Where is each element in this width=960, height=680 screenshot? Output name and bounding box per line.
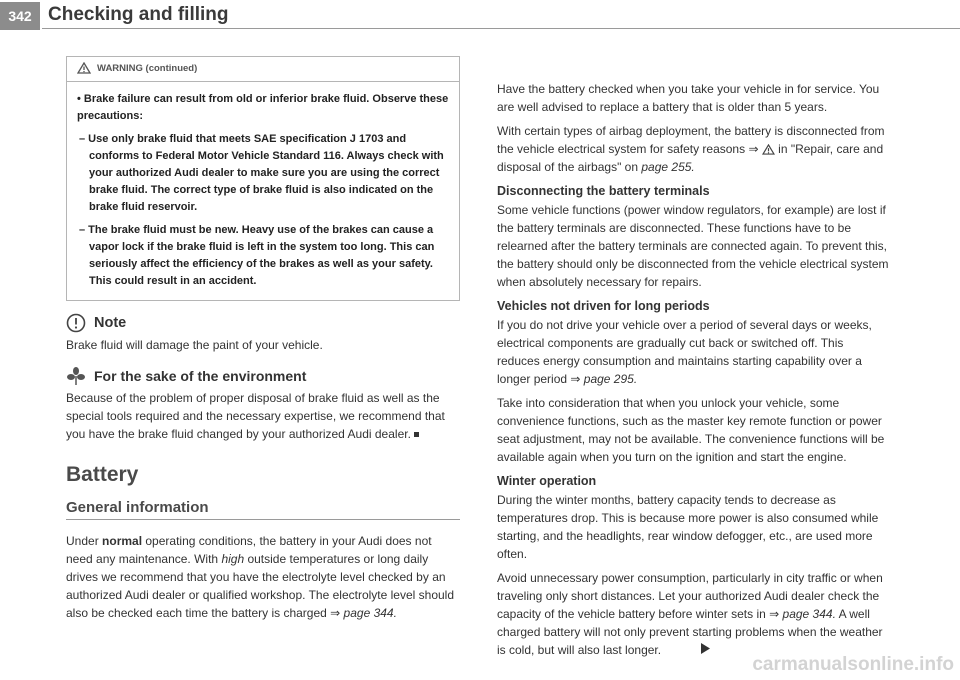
- page-reference-link[interactable]: ⇒ page 295.: [570, 372, 638, 386]
- heading-winter: Winter operation: [497, 474, 597, 488]
- convenience-text: Take into consideration that when you unlock your vehicle, some convenience functions, such as the master key remote function or power seat adjustment, may not be available. The convenience functions will be available again when you turn on the ignition and start the engine.: [497, 396, 885, 464]
- airbag-disconnect-text: With certain types of airbag deployment, the battery is disconnected from the vehicle electrical system for safety reasons ⇒ in "Repair, care and disposal of the airbags" on page 255.: [497, 124, 885, 174]
- heading-disconnecting: Disconnecting the battery terminals: [497, 184, 710, 198]
- page-reference-link[interactable]: ⇒ page 344.: [330, 606, 397, 620]
- battery-check-text: Have the battery checked when you take your vehicle in for service. You are well advised to replace a battery that is older than 5 years.: [497, 82, 880, 114]
- disconnecting-text: Some vehicle functions (power window regulators, for example) are lost if the battery terminals are disconnected. These functions have to be relearned after the battery terminals are connected again. To prevent this, the battery should only be disconnected from the vehicle electrical system when absolutely necessary for repairs.: [497, 203, 889, 289]
- page-header-title: Checking and filling: [48, 4, 229, 25]
- section-title: Battery: [66, 463, 139, 486]
- warning-triangle-icon: [77, 62, 91, 74]
- environment-title: For the sake of the environment: [94, 368, 307, 384]
- end-of-section-icon: [414, 432, 419, 437]
- page-reference-link[interactable]: page 255.: [641, 160, 695, 174]
- left-column: [66, 56, 460, 622]
- battery-general-text: Under normal operating conditions, the battery in your Audi does not need any maintenance. With high outside temperatures or long daily drives we recommend that you have the electrolyte level checked by an authorized Audi dealer or qualified workshop. The electrolyte level should also be checked each time the battery is charged ⇒ page 344.: [66, 534, 455, 620]
- warning-item: – Use only brake fluid that meets SAE specification J 1703 and conforms to Federal Motor Vehicle Standard 116. Always check with your authorized Audi dealer to make sure you are using the correct brake fluid. The correct type of brake fluid is also indicated on the brake fluid reservoir.: [79, 133, 444, 213]
- note-exclamation-icon: [66, 313, 86, 333]
- warning-box: [66, 56, 460, 301]
- warning-header: [67, 57, 459, 82]
- warning-item: – The brake fluid must be new. Heavy use of the brakes can cause a vapor lock if the brake fluid is left in the system too long. This can seriously affect the efficiency of the brakes as well as your safety. This could result in an accident.: [79, 224, 435, 287]
- warning-label: WARNING (continued): [97, 62, 198, 74]
- winter-text: During the winter months, battery capacity tends to decrease as temperatures drop. This is because more power is also consumed while starting, and the headlights, rear window defogger, etc., are used more often.: [497, 493, 879, 561]
- subsection-title: General information: [66, 499, 209, 516]
- not-driven-text: If you do not drive your vehicle over a period of several days or weeks, electrical components are gradually cut back or switched off. This reduces energy consumption and maintains starting capability over a longer period ⇒ page 295.: [497, 318, 872, 386]
- note-text: Brake fluid will damage the paint of your vehicle.: [66, 338, 323, 352]
- header-rule: [42, 28, 960, 29]
- environment-text: Because of the problem of proper disposal of brake fluid as well as the special tools required and the necessary expertise, we recommend that you have the brake fluid changed by your authorized Audi dealer.: [66, 391, 445, 441]
- continue-arrow-icon: [701, 643, 710, 654]
- note-heading: [66, 313, 460, 333]
- subsection-rule: [66, 519, 460, 520]
- heading-not-driven: Vehicles not driven for long periods: [497, 299, 710, 313]
- watermark: carmanualsonline.info: [752, 654, 954, 675]
- page-reference-link[interactable]: ⇒ page 344.: [769, 607, 836, 621]
- warning-triangle-icon: [762, 144, 775, 155]
- environment-heading: [66, 366, 460, 386]
- environment-leaf-icon: [66, 366, 86, 386]
- power-consumption-text: Avoid unnecessary power consumption, particularly in city traffic or when traveling only short distances. Let your authorized Audi dealer check the capacity of the vehicle battery before winter sets in ⇒ page 344. A well charged battery will not only prevent starting problems when the weather is cold, but will also last longer.: [497, 571, 883, 657]
- right-column: [497, 80, 889, 665]
- note-title: Note: [94, 315, 127, 331]
- warning-lead: • Brake failure can result from old or inferior brake fluid. Observe these precautions:: [77, 93, 449, 122]
- page-number: 342: [0, 2, 40, 30]
